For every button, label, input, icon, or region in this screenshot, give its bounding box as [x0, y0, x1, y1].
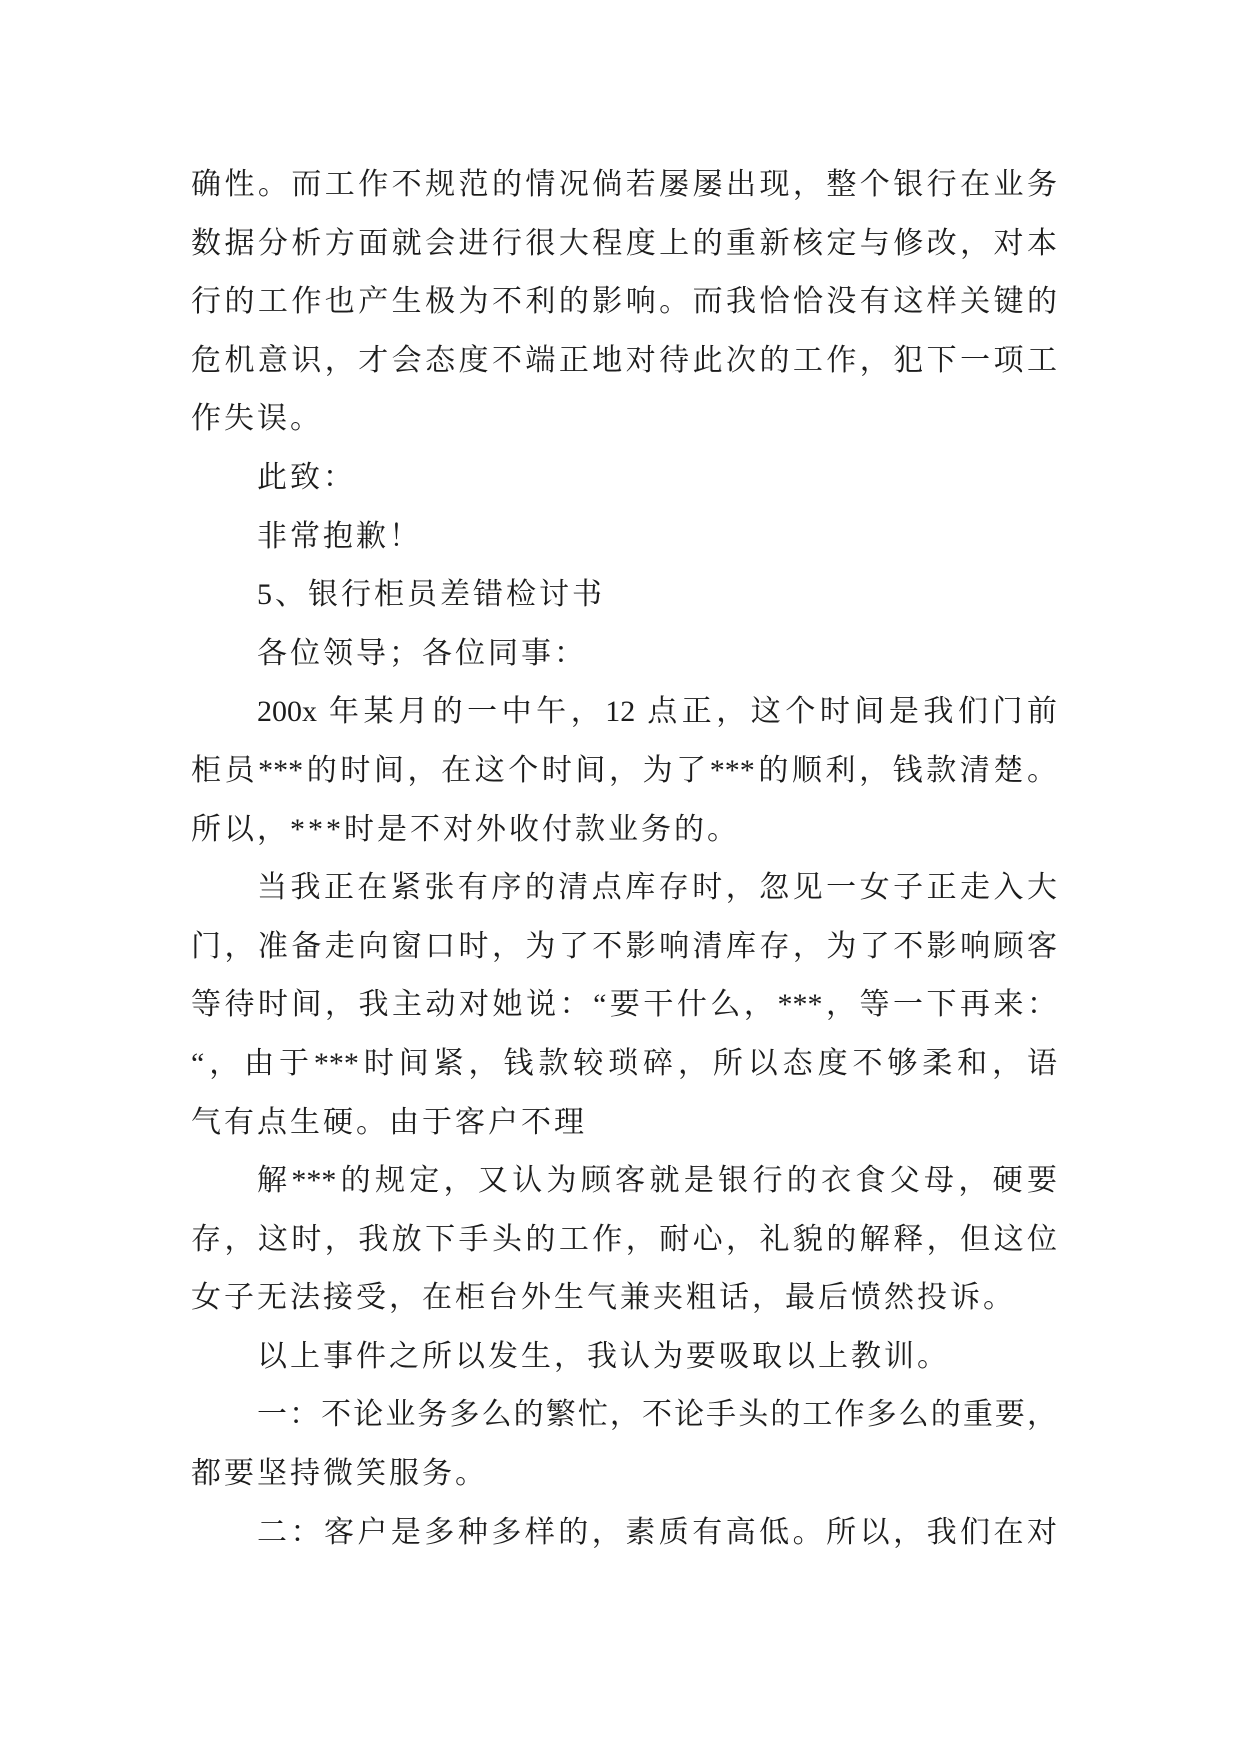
text-line: 二：客户是多种多样的，素质有高低。所以，我们在对 [257, 1515, 1057, 1549]
paragraph [191, 1328, 1057, 1387]
text-line: 非常抱歉！ [257, 519, 422, 553]
text-line: 都要坚持微笑服务。 [191, 1457, 488, 1491]
text-line: 各位领导；各位同事： [257, 636, 587, 670]
paragraph-point-one [191, 1386, 1057, 1503]
paragraph-greeting [191, 625, 1057, 684]
text-line: 数据分析方面就会进行很大程度上的重新核定与修改，对本 [191, 226, 1057, 260]
text-line: 行的工作也产生极为不利的影响。而我恰恰没有这样关键的 [191, 285, 1057, 319]
text-line: 解***的规定，又认为顾客就是银行的衣食父母，硬要 [257, 1164, 1057, 1198]
paragraph-salutation [191, 449, 1057, 508]
text-line: 此致： [257, 460, 356, 494]
text-line: 200x 年某月的一中午，12 点正，这个时间是我们门前 [257, 695, 1057, 729]
text-line: 气有点生硬。由于客户不理 [191, 1105, 587, 1139]
text-line: “，由于***时间紧，钱款较琐碎，所以态度不够柔和，语 [191, 1046, 1057, 1080]
paragraph [191, 1152, 1057, 1328]
paragraph-apology [191, 508, 1057, 567]
document-body [191, 156, 1057, 1562]
paragraph-continuation [191, 156, 1057, 449]
section-heading [191, 566, 1057, 625]
text-line: 危机意识，才会态度不端正地对待此次的工作，犯下一项工 [191, 343, 1057, 377]
text-line: 存，这时，我放下手头的工作，耐心，礼貌的解释，但这位 [191, 1222, 1057, 1256]
text-line: 女子无法接受，在柜台外生气兼夹粗话，最后愤然投诉。 [191, 1281, 1016, 1315]
text-line: 5、银行柜员差错检讨书 [257, 578, 605, 612]
paragraph-point-two [191, 1504, 1057, 1563]
paragraph [191, 683, 1057, 859]
text-line: 确性。而工作不规范的情况倘若屡屡出现，整个银行在业务 [191, 168, 1057, 201]
text-line: 以上事件之所以发生，我认为要吸取以上教训。 [257, 1339, 950, 1373]
text-line: 柜员***的时间，在这个时间，为了***的顺利，钱款清楚。 [191, 753, 1057, 787]
text-line: 门，准备走向窗口时，为了不影响清库存，为了不影响顾客 [191, 929, 1057, 963]
paragraph [191, 859, 1057, 1152]
text-line: 当我正在紧张有序的清点库存时，忽见一女子正走入大 [257, 871, 1057, 905]
text-line: 所以，***时是不对外收付款业务的。 [191, 812, 740, 846]
text-line: 等待时间，我主动对她说：“要干什么，***，等一下再来： [191, 988, 1057, 1022]
text-line: 作失误。 [191, 402, 323, 436]
text-line: 一：不论业务多么的繁忙，不论手头的工作多么的重要， [257, 1398, 1057, 1432]
